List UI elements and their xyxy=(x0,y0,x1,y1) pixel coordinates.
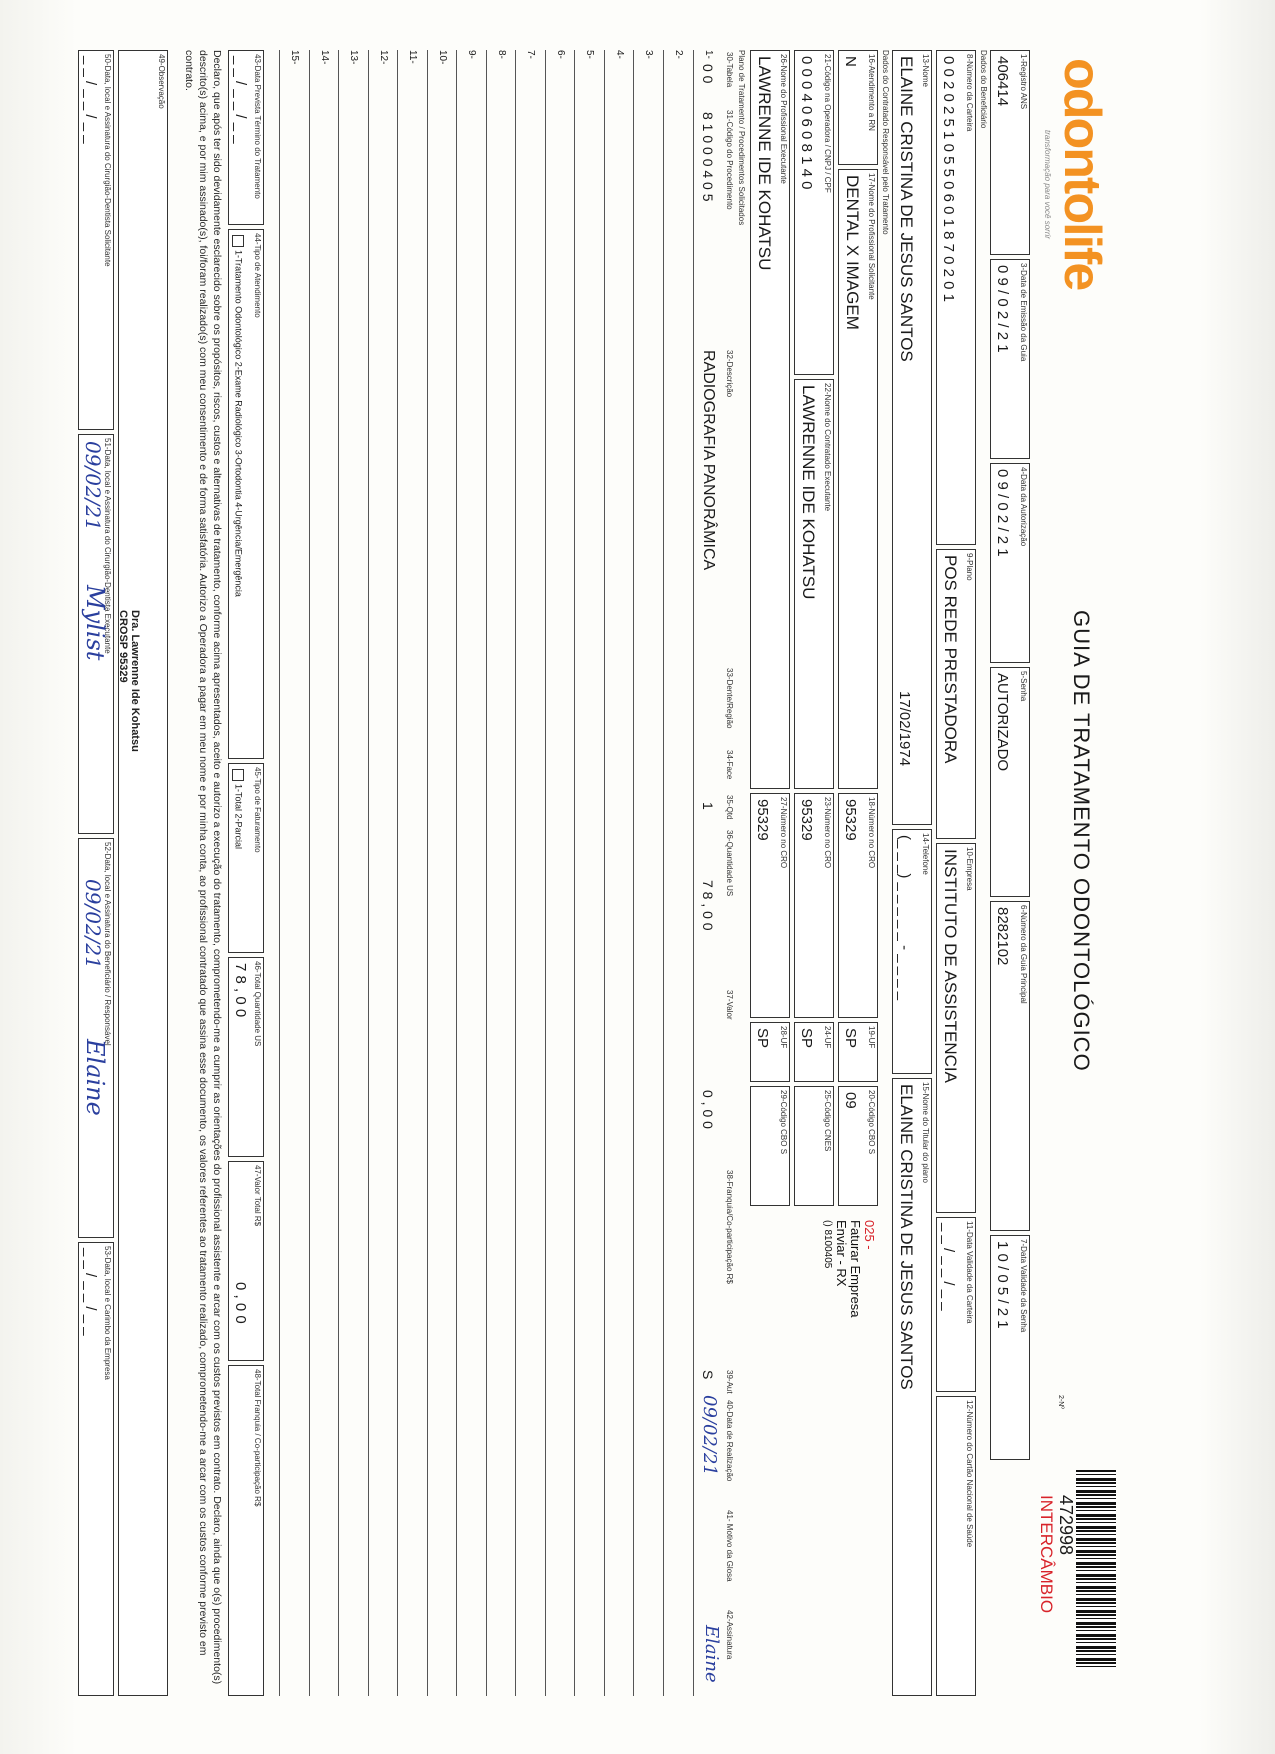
row-descricao: RADIOGRAFIA PANORÂMICA xyxy=(700,350,717,571)
tipo-atendimento-field[interactable] xyxy=(228,229,264,759)
procedures-table xyxy=(268,50,734,1696)
field-label: 29-Código CBO S xyxy=(779,1090,788,1155)
field-label: 26-Nome do Profissional Executante xyxy=(779,54,788,184)
prof-solicitante-field[interactable] xyxy=(838,169,878,789)
cro2-field[interactable] xyxy=(794,793,834,1018)
operator-note xyxy=(820,1220,876,1318)
row-number: 10- xyxy=(437,50,448,65)
note-line: () 8100405 xyxy=(822,1220,833,1269)
field-value xyxy=(232,769,244,849)
cro3-field[interactable] xyxy=(750,793,790,1018)
validade-senha-field[interactable] xyxy=(990,1235,1030,1460)
senha-field[interactable] xyxy=(990,667,1030,897)
row-tabela: 0 0 xyxy=(700,64,716,84)
plano-field[interactable] xyxy=(936,549,976,839)
row-number: 4- xyxy=(614,50,625,59)
field-value: SP xyxy=(754,1028,771,1049)
field-label: 49-Observação xyxy=(157,54,166,109)
sig-beneficiario-field[interactable] xyxy=(78,838,114,1238)
checkbox[interactable] xyxy=(232,769,244,781)
field-label: 51-Data, local e Assinatura do Cirurgião-Dentista Executante xyxy=(103,438,112,654)
atendimento-rn-field[interactable] xyxy=(838,50,878,165)
procedure-row[interactable] xyxy=(339,50,366,1696)
row-number: 14- xyxy=(319,50,330,65)
field-label: 1-Registro ANS xyxy=(1019,54,1028,110)
titular-field[interactable] xyxy=(892,1078,932,1696)
declaracao-text: Declaro, que após ter sido devidamente esclarecido sobre os propósitos, riscos, custos e alternativas de tratamento, conforme acima apresentados, aceito e autorizo a execução do tratamento, comprometendo-me a cumprir as orientações do profissional assistente e arcar com os custos previstos em contrato. Declaro, ainda que o(s) procedimento(s) descrito(s) acima, e por mim assinado(s), foi/foram realizado(s) com meu consentimento e de forma satisfatória. Autorizo a Operadora a pagar em meu nome e por minha conta, ao profissional contratado que assina esse documento, os valores referentes ao tratamento realizado, comprometendo-me a arcar com os custos conforme previsto em contrato. xyxy=(183,50,223,1685)
field-label: 46-Total Quantidade US xyxy=(253,961,262,1047)
field-label: 27-Número no CRO xyxy=(779,797,788,869)
procedure-row[interactable] xyxy=(427,50,454,1696)
row-number: 13- xyxy=(348,50,360,65)
field-label: 21-Código na Operadora / CNPJ / CPF xyxy=(823,54,832,193)
row-signature: Elaine xyxy=(701,1625,722,1683)
dentist-signature: Mylist xyxy=(81,585,109,661)
field-value: _ _ / _ _ / _ _ xyxy=(82,56,99,144)
field-value: AUTORIZADO xyxy=(994,673,1011,772)
total-franquia-field[interactable] xyxy=(228,1365,264,1696)
field-value: 0 9 / 0 2 / 2 1 xyxy=(994,265,1011,353)
field-label: 18-Número no CRO xyxy=(867,797,876,869)
field-value: 95329 xyxy=(798,799,815,841)
carteira-field[interactable] xyxy=(936,50,976,545)
row-number: 3- xyxy=(643,50,655,59)
field-label: 25-Código CNES xyxy=(823,1090,832,1152)
dentist-stamp xyxy=(117,610,141,752)
field-label: 20-Código CBO S xyxy=(867,1090,876,1155)
procedure-row[interactable] xyxy=(398,50,425,1696)
field-value: INSTITUTO DE ASSISTENCIA xyxy=(941,849,960,1083)
sig-solicitante-field[interactable] xyxy=(78,50,114,430)
sig-executante-field[interactable] xyxy=(78,434,114,834)
telefone-field[interactable] xyxy=(892,829,932,1074)
cro-field[interactable] xyxy=(838,793,878,1018)
procedure-row[interactable] xyxy=(280,50,307,1696)
row-qtd: 1 xyxy=(700,802,716,810)
col-header: 42-Assinatura xyxy=(725,1610,734,1660)
procedure-row[interactable] xyxy=(575,50,602,1696)
tipo-faturamento-field[interactable] xyxy=(228,763,264,953)
col-header: 35-Qtd xyxy=(725,795,734,820)
field-label: 5-Senha xyxy=(1019,671,1028,702)
row-number: 12- xyxy=(378,50,389,65)
row-data-realizacao: 09/02/21 xyxy=(699,1395,720,1476)
field-label: 28-UF xyxy=(779,1026,788,1049)
field-value: 0 9 / 0 2 / 2 1 xyxy=(994,469,1011,557)
field-label: 8-Número da Carteira xyxy=(965,54,974,132)
logo-tagline: transformação para você sorrir xyxy=(1043,130,1052,239)
procedure-row[interactable] xyxy=(368,50,395,1696)
field-value: 8282102 xyxy=(994,907,1011,966)
procedure-row[interactable] xyxy=(309,50,336,1696)
field-label: 9-Plano xyxy=(965,553,974,581)
total-us-field[interactable] xyxy=(228,957,264,1157)
field-value: ELAINE CRISTINA DE JESUS SANTOS xyxy=(897,56,916,362)
row-number: 5- xyxy=(584,50,596,59)
uf3-field[interactable] xyxy=(750,1022,790,1082)
field-value xyxy=(232,235,244,597)
row-us: 7 8 , 0 0 xyxy=(700,880,716,931)
row-number: 15- xyxy=(289,50,301,65)
field-value: LAWRENNE IDE KOHATSU xyxy=(799,385,818,600)
field-value: 95329 xyxy=(842,799,859,841)
field-label: 16-Atendimento a RN xyxy=(867,54,876,131)
field-value: SP xyxy=(842,1028,859,1049)
procedure-row[interactable] xyxy=(486,50,513,1696)
field-value: ELAINE CRISTINA DE JESUS SANTOS xyxy=(897,1084,916,1390)
field-value: _ _ / _ _ / _ _ xyxy=(82,1248,99,1336)
row-valor: 0 , 0 0 xyxy=(700,1090,716,1129)
guia-numero: 472998 xyxy=(1056,1495,1076,1556)
guia-principal-field[interactable] xyxy=(990,901,1030,1231)
col-header: 30-Tabela xyxy=(725,52,734,88)
total-rs-field[interactable] xyxy=(228,1161,264,1361)
col-header: 34-Face xyxy=(725,750,734,780)
col-header: 33-Dente/Região xyxy=(725,668,734,729)
note-code: 025 - xyxy=(862,1220,877,1250)
row-number: 11- xyxy=(407,50,419,64)
field-label: 6-Número da Guia Principal xyxy=(1019,905,1028,1004)
birth-date: 17/02/1974 xyxy=(896,691,913,767)
col-header: 32-Descrição xyxy=(725,350,734,398)
validade-carteira-field[interactable] xyxy=(936,1217,976,1392)
row-number: 9- xyxy=(466,50,478,59)
col-header: 31-Código do Procedimento xyxy=(725,110,734,210)
data-emissao-field[interactable] xyxy=(990,259,1030,459)
prof-executante-field[interactable] xyxy=(750,50,790,789)
options-text: 1-Total 2-Parcial xyxy=(233,784,244,850)
cns-field[interactable] xyxy=(936,1396,976,1696)
stamp-name: Dra. Lawrenne Ide Kohatsu xyxy=(129,610,141,752)
empresa-field[interactable] xyxy=(936,843,976,1213)
registro-ans-field[interactable] xyxy=(990,50,1030,255)
field-label: 4-Data da Autorização xyxy=(1019,467,1028,547)
field-value: 0 0 0 4 0 6 0 8 1 4 0 xyxy=(798,56,815,190)
procedure-row[interactable] xyxy=(604,50,631,1696)
procedure-row[interactable] xyxy=(663,50,690,1696)
field-value: 7 8 , 0 0 xyxy=(232,963,249,1018)
col-header: 41- Motivo da Glosa xyxy=(725,1510,734,1582)
intercambio-label: INTERCÂMBIO xyxy=(1037,1495,1056,1614)
sig-date: 09/02/21 xyxy=(81,441,105,531)
field-label: 45-Tipo de Faturamento xyxy=(253,767,262,853)
field-label: 43-Data Prevista Término do Tratamento xyxy=(253,54,262,199)
field-label: 14-Telefone xyxy=(921,833,930,875)
col-header: 40-Data de Realização xyxy=(725,1400,734,1482)
stamp-cro: CROSP 95329 xyxy=(117,610,129,683)
field-value: SP xyxy=(798,1028,815,1049)
field-label: 10-Empresa xyxy=(965,847,974,891)
odonto-form xyxy=(76,50,1116,1700)
field-value: 406414 xyxy=(994,56,1011,107)
section-plano-tratamento: Plano de Tratamento / Procedimentos Solicitados xyxy=(737,50,746,226)
row-codigo: 8 1 0 0 0 4 0 5 xyxy=(700,112,716,202)
field-value: POS REDE PRESTADORA xyxy=(941,555,960,764)
field-label: 48-Total Franquia / Co-participação R$ xyxy=(253,1369,262,1507)
procedure-row[interactable] xyxy=(457,50,484,1696)
field-value: 0 0 2 0 2 5 1 0 5 5 0 6 0 1 8 7 0 2 0 1 xyxy=(940,56,957,303)
field-value: N xyxy=(842,56,859,67)
row-number: 1- xyxy=(703,50,714,59)
field-label: 53-Data, local e Carimbo da Empresa xyxy=(103,1246,112,1380)
field-value: _ _ / _ _ / _ _ xyxy=(940,1223,957,1311)
field-label: 12-Número do Cartão Nacional de Saúde xyxy=(965,1400,974,1548)
field-label: 3-Data de Emissão da Guia xyxy=(1019,263,1028,362)
field-label: 17-Nome do Profissional Solicitante xyxy=(867,173,876,300)
field-value: 95329 xyxy=(754,799,771,841)
uf2-field[interactable] xyxy=(794,1022,834,1082)
nome-field[interactable] xyxy=(892,50,932,825)
row-number: 8- xyxy=(496,50,507,59)
section-contratado: Dados do Contratado Responsável pelo Tratamento xyxy=(881,50,890,235)
field-value: DENTAL X IMAGEM xyxy=(843,175,862,330)
cbo3-field[interactable] xyxy=(750,1086,790,1206)
field-value: 0 , 0 0 xyxy=(232,1282,249,1324)
field-label: 47-Valor Total R$ xyxy=(253,1165,262,1227)
cod-operadora-field[interactable] xyxy=(794,50,834,375)
field-label: 44-Tipo de Atendimento xyxy=(253,233,262,318)
field-label: 15-Nome do Titular do plano xyxy=(921,1082,930,1183)
col-header: 39-Aut xyxy=(725,1370,734,1394)
field-label: 13-Nome xyxy=(921,54,930,87)
sig-empresa-field[interactable] xyxy=(78,1242,114,1696)
col-header: 37-Valor xyxy=(725,990,734,1020)
options-text: 1-Tratamento Odontológico 2-Exame Radiológico 3-Ortodontia 4-Urgência/Emergência xyxy=(233,250,244,597)
guia-numero-label: 2-Nº xyxy=(1057,1395,1064,1409)
checkbox[interactable] xyxy=(232,235,244,247)
procedure-row[interactable] xyxy=(692,50,722,1696)
field-value: (_ _ _) _ _ _ _ _ - _ _ _ _ xyxy=(896,835,913,1001)
field-value: 1 0 / 0 5 / 2 1 xyxy=(994,1241,1011,1329)
data-autorizacao-field[interactable] xyxy=(990,463,1030,663)
row-number: 6- xyxy=(555,50,566,59)
sig-date: 09/02/21 xyxy=(81,879,105,969)
cnes-field[interactable] xyxy=(794,1086,834,1206)
section-beneficiario: Dados do Beneficiário xyxy=(979,50,988,129)
odontolife-logo: odontolife xyxy=(1053,58,1111,290)
field-value: _ _ / _ _ / _ _ xyxy=(232,56,249,144)
row-number: 2- xyxy=(673,50,684,59)
observacao-field[interactable] xyxy=(118,50,168,1696)
row-divider xyxy=(693,50,694,1696)
note-line: Enviar - RX xyxy=(834,1220,849,1287)
field-label: 11-Data Validade da Carteira xyxy=(965,1221,974,1324)
procedure-row[interactable] xyxy=(634,50,661,1696)
col-header: 36-Quantidade US xyxy=(725,830,734,897)
procedure-row[interactable] xyxy=(516,50,543,1696)
prev-termino-field[interactable] xyxy=(228,50,264,225)
field-label: 7-Data Validade da Senha xyxy=(1019,1239,1028,1333)
procedure-row[interactable] xyxy=(545,50,572,1696)
field-label: 50-Data, local e Assinatura do Cirurgião-Dentista Solicitante xyxy=(103,54,112,267)
contratado-executante-field[interactable] xyxy=(794,379,834,789)
barcode xyxy=(1076,1470,1116,1670)
row-aut: S xyxy=(700,1370,716,1380)
field-label: 52-Data, local e Assinatura do Beneficiário / Responsável xyxy=(103,842,112,1046)
uf-field[interactable] xyxy=(838,1022,878,1082)
form-title: GUIA DE TRATAMENTO ODONTOLÓGICO xyxy=(1069,610,1094,1072)
col-header: 38-Franquia/Co-participação R$ xyxy=(725,1170,734,1284)
field-label: 19-UF xyxy=(867,1026,876,1049)
field-label: 23-Número no CRO xyxy=(823,797,832,869)
row-number: 7- xyxy=(525,50,537,59)
cbo-field[interactable] xyxy=(838,1086,878,1206)
beneficiary-signature: Elaine xyxy=(81,1039,109,1116)
field-label: 24-UF xyxy=(823,1026,832,1049)
field-value: LAWRENNE IDE KOHATSU xyxy=(755,56,774,271)
field-value: 09 xyxy=(842,1092,859,1109)
note-line: Faturar Empresa xyxy=(848,1220,863,1318)
field-label: 22-Nome do Contratado Executante xyxy=(823,383,832,512)
